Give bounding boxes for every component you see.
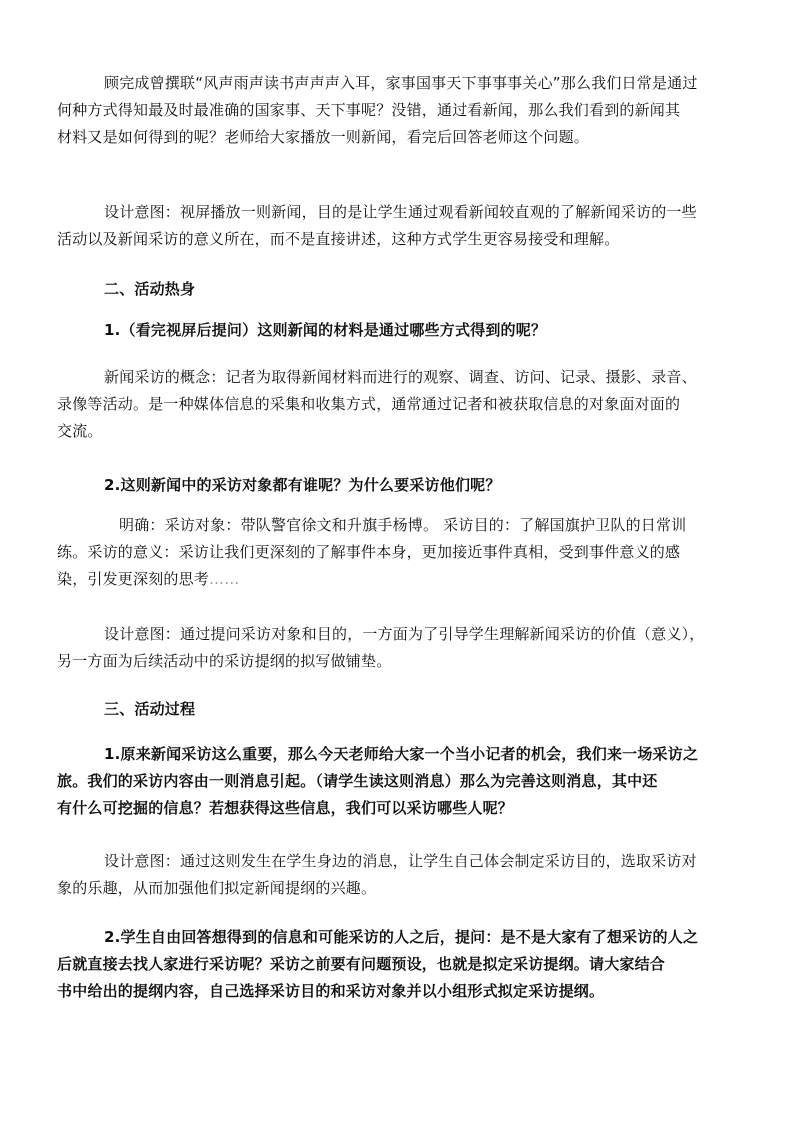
question-1: [104, 317, 744, 344]
text-line: 顾完成曾撰联“风声雨声读书声声声入耳，家事国事天下事事事关心”那么我们日常是通过: [104, 74, 698, 92]
text-line: 象的乐趣，从而加强他们拟定新闻提纲的兴趣。: [57, 879, 377, 897]
text-line: 材料又是如何得到的呢？老师给大家播放一则新闻，看完后回答老师这个问题。: [57, 128, 590, 146]
question-2: [104, 472, 744, 499]
text-line: 活动以及新闻采访的意义所在，而不是直接讲述，这种方式学生更容易接受和理解。: [57, 230, 620, 248]
question-text: 1.（看完视屏后提问）这则新闻的材料是通过哪些方式得到的呢？: [104, 321, 547, 339]
text-line: 1.原来新闻采访这么重要，那么今天老师给大家一个当小记者的机会，我们来一场采访之: [104, 745, 699, 763]
text-line: 练。采访的意义：采访让我们更深刻的了解事件本身，更加接近事件真相，受到事件意义的感: [57, 543, 681, 561]
text-line: 染，引发更深刻的思考……: [57, 570, 240, 588]
text-line: 书中给出的提纲内容，自己选择采访目的和采访对象并以小组形式拟定采访提纲。: [57, 982, 605, 1000]
text-line: 交流。: [57, 422, 103, 440]
concept-paragraph: [57, 364, 744, 445]
text-line: 旅。我们的采访内容由一则消息引起。（请学生读这则消息）那么为完善这则消息，其中还: [57, 772, 658, 790]
text-line: 有什么可挖掘的信息？若想获得这些信息，我们可以采访哪些人呢？: [57, 799, 514, 817]
intro-paragraph: [57, 70, 744, 151]
text-line: 另一方面为后续活动中的采访提纲的拟写做铺垫。: [57, 652, 392, 670]
process-item-2: [57, 924, 744, 1005]
text-line: 2.学生自由回答想得到的信息和可能采访的人之后，提问：是不是大家有了想采访的人之: [104, 928, 699, 946]
question-text: 2.这则新闻中的采访对象都有谁呢？为什么要采访他们呢？: [104, 476, 501, 494]
process-item-1: [57, 741, 744, 822]
text-line: 设计意图：通过这则发生在学生身边的消息，让学生自己体会制定采访目的，选取采访对: [104, 852, 697, 870]
text-line: 后就直接去找人家进行采访呢？采访之前要有问题预设，也就是拟定采访提纲。请大家结合: [57, 955, 666, 973]
design-intent-paragraph-2: [57, 621, 744, 675]
answer-paragraph: [57, 512, 744, 593]
ellipsis: ……: [209, 570, 240, 588]
heading-text: 二、活动热身: [104, 280, 196, 298]
text-line: 新闻采访的概念：记者为取得新闻材料而进行的观察、调查、访问、记录、摄影、录音、: [104, 368, 697, 386]
section-heading-process: [104, 696, 744, 723]
text-line: 何种方式得知最及时最准确的国家事、天下事呢？没错，通过看新闻，那么我们看到的新闻其: [57, 101, 681, 119]
design-intent-paragraph-3: [57, 848, 744, 902]
text-line: 录像等活动。是一种媒体信息的采集和收集方式，通常通过记者和被获取信息的对象面对面的: [57, 395, 681, 413]
section-heading-warmup: [104, 276, 744, 303]
text-line: 设计意图：视屏播放一则新闻，目的是让学生通过观看新闻较直观的了解新闻采访的一些: [104, 203, 697, 221]
text-line: 设计意图：通过提问采访对象和目的，一方面为了引导学生理解新闻采访的价值（意义），: [104, 625, 705, 643]
text-line: 明确：采访对象：带队警官徐文和升旗手杨博。 采访目的：了解国旗护卫队的日常训: [119, 516, 687, 534]
design-intent-paragraph-1: [57, 199, 744, 253]
heading-text: 三、活动过程: [104, 700, 196, 718]
